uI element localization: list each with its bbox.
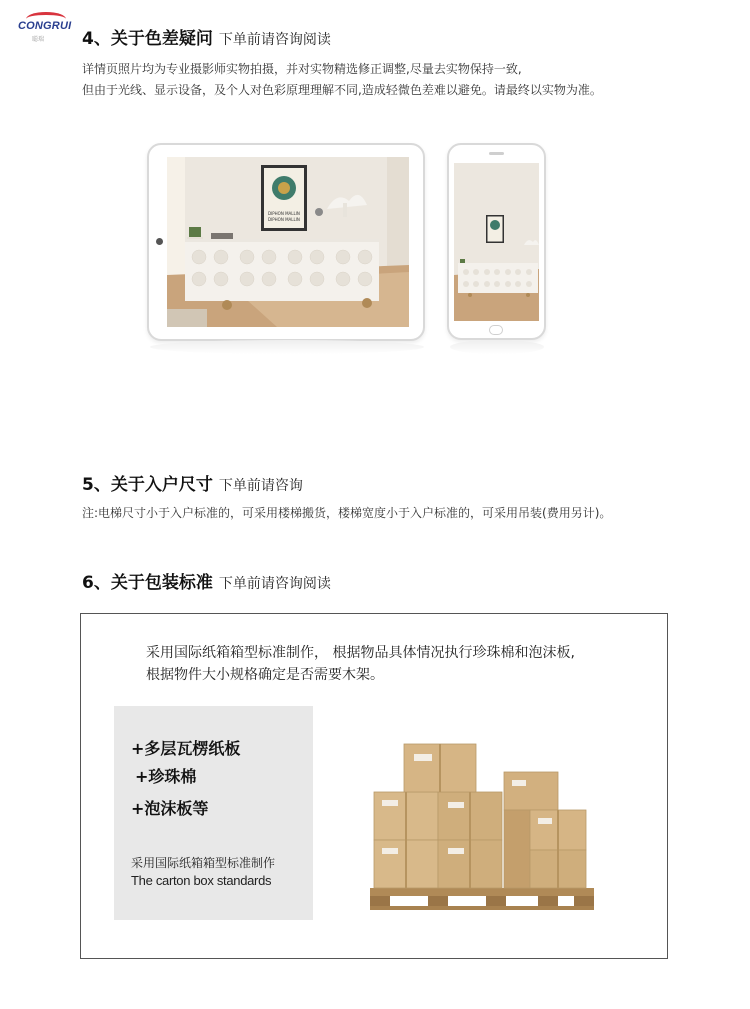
room-photo-phone <box>454 163 539 321</box>
poster-caption-1: DIPHON MALLIN <box>268 211 300 216</box>
section-5-title: 5、关于入户尺寸 <box>82 475 213 495</box>
section-4-heading <box>82 24 331 49</box>
feature-foam-board: +泡沫板等 <box>131 799 209 818</box>
phone-mockup <box>447 143 546 340</box>
section-5-subtitle: 下单前请咨询 <box>218 478 303 494</box>
poster-caption-2: DIPHON MALLIN <box>268 217 300 222</box>
phone-home-button <box>489 325 503 335</box>
phone-screen <box>454 163 539 321</box>
standard-caption-en: The carton box standards <box>131 873 272 888</box>
section-4-subtitle: 下单前请咨询阅读 <box>218 32 331 48</box>
section-5-text: 注:电梯尺寸小于入户标准的，可采用楼梯搬货，楼梯宽度小于入户标准的，可采用吊装(费用另计)。 <box>82 506 612 520</box>
phone-speaker <box>489 152 504 155</box>
logo-subtext: 聪瑞 <box>32 36 45 43</box>
packaging-intro-line-1: 采用国际纸箱箱型标准制作， 根据物品具体情况执行珍珠棉和泡沫板, <box>146 645 575 661</box>
section-4-text-line-2: 但由于光线、显示设备，及个人对色彩原理理解不同,造成轻微色差难以避免。请最终以实物为准。 <box>82 83 602 97</box>
tablet-mockup <box>147 143 425 341</box>
tablet-camera <box>156 238 163 245</box>
logo-text: CONGRUI <box>18 20 72 32</box>
section-6-heading <box>82 568 331 593</box>
standard-caption-cn: 采用国际纸箱箱型标准制作 <box>131 856 276 870</box>
room-photo-tablet <box>167 157 409 327</box>
tablet-screen <box>167 157 409 327</box>
section-4-text-line-1: 详情页照片均为专业摄影师实物拍摄，并对实物精选修正调整,尽量去实物保持一致, <box>82 62 522 76</box>
brand-logo <box>18 12 70 42</box>
phone-reflection <box>450 340 544 354</box>
carton-boxes-illustration <box>368 740 596 912</box>
packaging-intro-line-2: 根据物件大小规格确定是否需要木架。 <box>146 667 384 683</box>
section-6-title: 6、关于包装标准 <box>82 573 213 593</box>
feature-pearl-cotton: +珍珠棉 <box>135 767 197 786</box>
section-4-title: 4、关于色差疑问 <box>82 29 213 49</box>
section-6-subtitle: 下单前请咨询阅读 <box>218 576 331 592</box>
tablet-reflection <box>150 340 424 354</box>
feature-corrugated-board: +多层瓦楞纸板 <box>131 739 241 758</box>
section-5-heading <box>82 470 303 495</box>
